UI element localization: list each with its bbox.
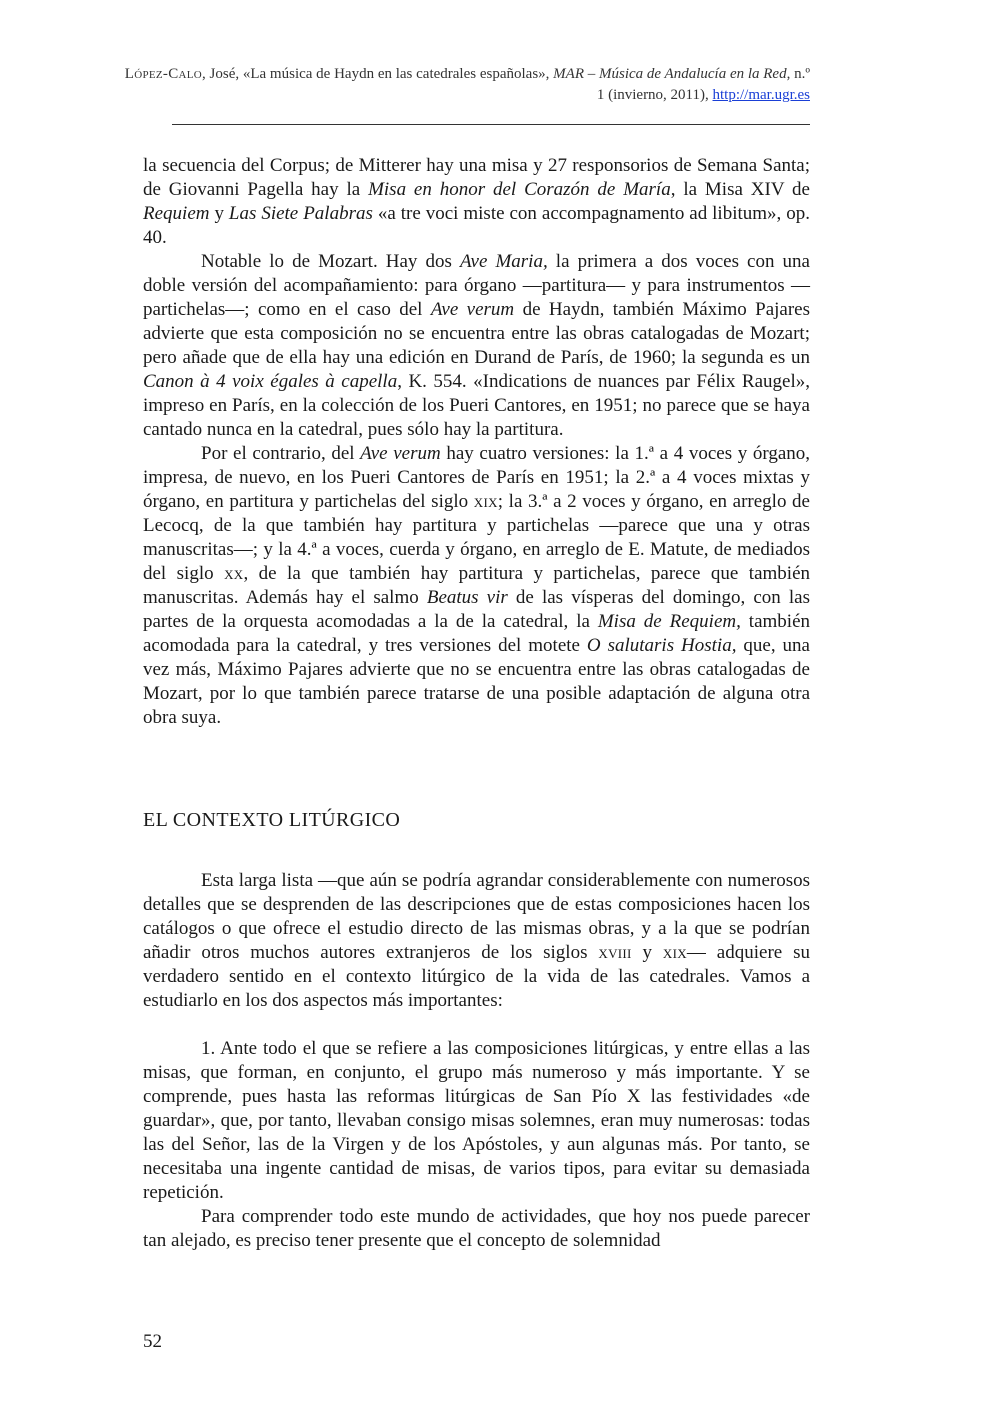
paragraph: 1. Ante todo el que se refiere a las composiciones litúrgicas, y entre ellas a las misas, que forman, en conjunto, el grupo más numeroso y más importante. Y se comprende, pues hasta las reformas litúrgicas de San Pío X las festividades «de guardar», que, por tanto, llevaban consigo misas solemnes, eran muy numerosas: todas las del Señor, las de la Virgen y de los Apóstoles, y aun algunas más. Por tanto, se necesitaba una ingente cantidad de misas, de varios tipos, para evitar su demasiada repetición. [143, 1038, 810, 1203]
running-header [120, 64, 810, 106]
section-2 [143, 869, 810, 1253]
header-author: López-Calo [124, 66, 203, 82]
paragraph: Para comprender todo este mundo de actividades, que hoy nos puede parecer tan alejado, es preciso tener presente que el concepto de solemnidad [143, 1206, 810, 1251]
paragraph: Esta larga lista —que aún se podría agrandar considerablemente con numerosos detalles que se desprenden de las descripciones que de estas composiciones hacen los catálogos o que ofrece el estudio directo de las mismas obras, y a la que se podrían añadir otros muchos autores extranjeros de los siglos xviii y xix— adquiere su verdadero sentido en el contexto litúrgico de la vida de las catedrales. Vamos a estudiarlo en los dos aspectos más importantes: [143, 870, 810, 1011]
header-issue: , n.º 1 (invierno, 2011), [596, 66, 810, 103]
paragraph: Notable lo de Mozart. Hay dos Ave Maria, la primera a dos voces con una doble versión del acompañamiento: para órgano —partitura— y para instrumentos —partichelas—; como en el caso del Ave verum de Haydn, también Máximo Pajares advierte que esta composición no se encuentra entre las obras catalogadas de Mozart; pero añade que de ella hay una edición en Durand de París, de 1960; la segunda es un Canon à 4 voix égales à capella, K. 554. «Indications de nuances par Félix Raugel», impreso en París, en la colección de los Pueri Cantores, en 1951; no parece que se haya cantado nunca en la catedral, pues sólo hay la partitura. [143, 251, 811, 440]
header-rule [172, 124, 810, 125]
header-url-link[interactable]: http://mar.ugr.es [712, 87, 810, 103]
section-heading: EL CONTEXTO LITÚRGICO [143, 809, 401, 831]
page-number: 52 [143, 1331, 162, 1352]
paragraph: la secuencia del Corpus; de Mitterer hay una misa y 27 responsorios de Semana Santa; de Giovanni Pagella hay la Misa en honor del Corazón de María, la Misa XIV de Requiem y Las Siete Palabras «a tre voci miste con accompagnamento ad libitum», op. 40. [143, 155, 811, 248]
header-citation: , José, «La música de Haydn en las catedrales españolas», [202, 66, 554, 82]
section-1 [143, 154, 810, 730]
header-journal: MAR – Música de Andalucía en la Red [553, 66, 787, 82]
paragraph: Por el contrario, del Ave verum hay cuatro versiones: la 1.ª a 4 voces y órgano, impresa, de nuevo, en los Pueri Cantores de París en 1951; la 2.ª a 4 voces mixtas y órgano, en partitura y partichelas del siglo xix; la 3.ª a 2 voces y órgano, en arreglo de Lecocq, de la que también hay partitura y partichelas —parece que una y otras manuscritas—; y la 4.ª a voces, cuerda y órgano, en arreglo de E. Matute, de mediados del siglo xx, de la que también hay partitura y partichelas, parece que también manuscritas. Además hay el salmo Beatus vir de las vísperas del domingo, con las partes de la orquesta acomodadas a la de la catedral, la Misa de Requiem, también acomodada para la catedral, y tres versiones del motete O salutaris Hostia, que, una vez más, Máximo Pajares advierte que no se encuentra entre las obras catalogadas de Mozart, por lo que también parece tratarse de una posible adaptación de alguna otra obra suya. [143, 443, 811, 728]
